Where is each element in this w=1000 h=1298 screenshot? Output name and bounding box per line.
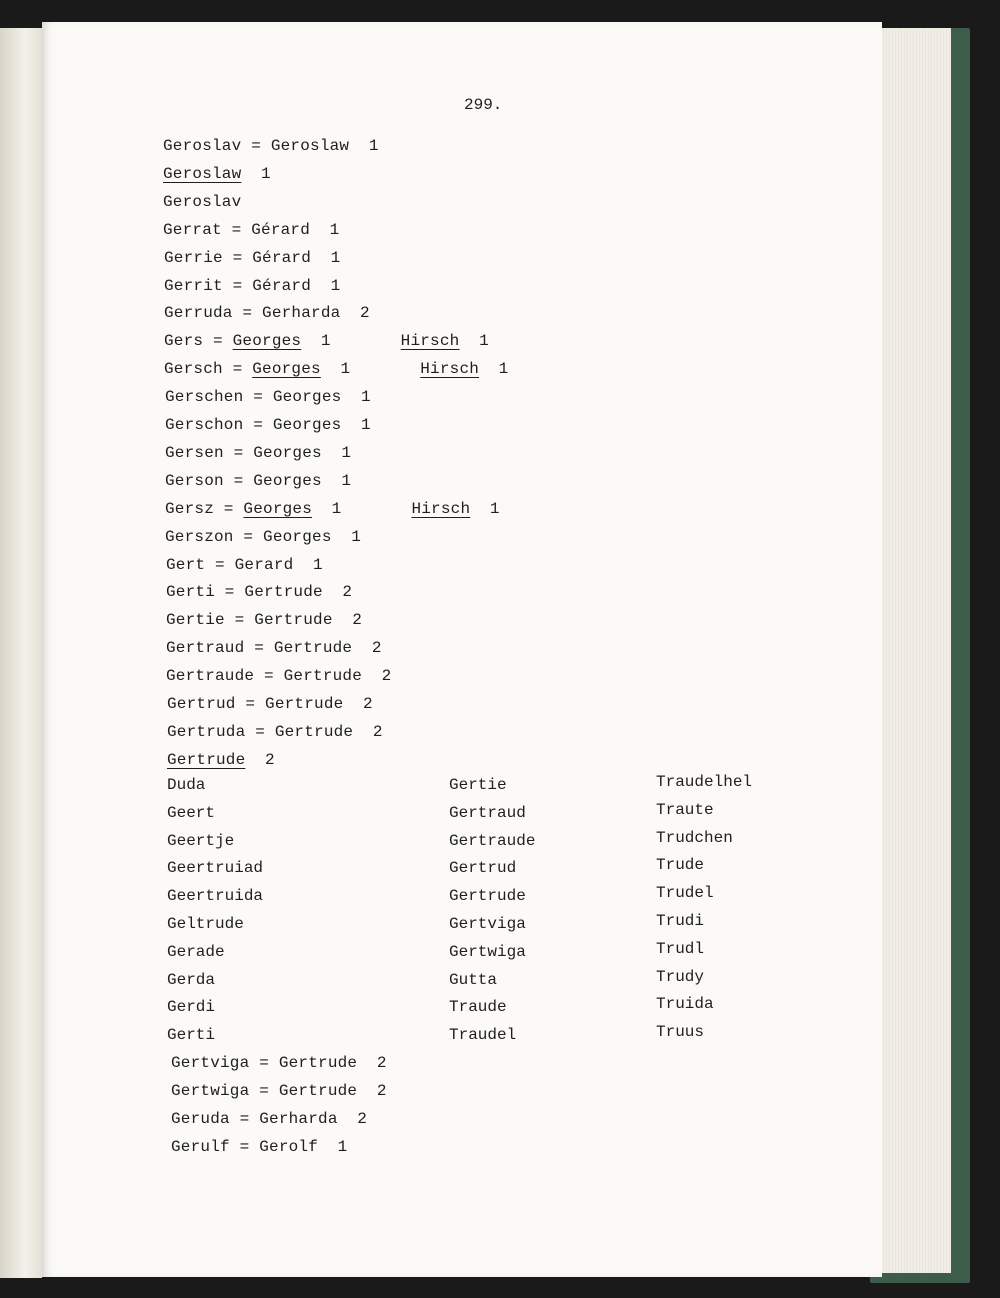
variant-name: Gertraude bbox=[449, 831, 536, 850]
entry-text: Gertraude = Gertrude 2 bbox=[166, 667, 392, 686]
entry-line bbox=[164, 277, 340, 295]
entry-text: 1 bbox=[479, 360, 509, 379]
variant-name: Gertrud bbox=[449, 859, 517, 878]
variant-name: Gertie bbox=[449, 776, 507, 794]
book-page bbox=[42, 22, 882, 1277]
variant-name: Trudel bbox=[656, 884, 714, 903]
variant-name: Gerda bbox=[167, 970, 216, 989]
entry-line bbox=[167, 723, 383, 741]
entry-name-underlined: Hirsch bbox=[411, 499, 471, 518]
entry-text: Geroslav = Geroslaw 1 bbox=[163, 137, 379, 155]
entry-line bbox=[164, 249, 340, 267]
entry-text: Gersch = bbox=[164, 360, 253, 379]
entry-line bbox=[166, 556, 323, 574]
variant-name: Gerade bbox=[167, 942, 225, 961]
entry-line bbox=[167, 695, 373, 713]
entry-name-underlined: Hirsch bbox=[420, 360, 480, 379]
entry-line bbox=[163, 137, 379, 155]
entry-line bbox=[165, 472, 351, 490]
variant-name: Gertraud bbox=[449, 803, 526, 822]
entry-line bbox=[165, 416, 371, 434]
entry-name-underlined: Georges bbox=[243, 499, 313, 518]
variant-name: Geertruiad bbox=[167, 859, 264, 878]
variant-name: Gertrude bbox=[449, 887, 526, 906]
entry-text: Gertie = Gertrude 2 bbox=[166, 611, 363, 630]
variant-name: Traute bbox=[656, 800, 714, 819]
entry-name-underlined: Georges bbox=[232, 332, 302, 351]
page-stack-edges bbox=[878, 28, 951, 1273]
variant-name: Trudy bbox=[656, 967, 705, 986]
variant-name: Traudelhel bbox=[656, 773, 753, 791]
entry-line bbox=[165, 444, 351, 462]
entry-text: Gerschen = Georges 1 bbox=[165, 388, 371, 407]
entry-text: Geroslav bbox=[163, 192, 242, 211]
entry-text: Gersen = Georges 1 bbox=[165, 443, 352, 462]
variant-name: Geertje bbox=[167, 831, 235, 850]
entry-line bbox=[166, 583, 352, 601]
entry-name-underlined: Geroslaw bbox=[163, 164, 242, 183]
entry-line: Geruda = Gerharda 2 bbox=[171, 1110, 368, 1128]
variant-name: Truida bbox=[656, 995, 714, 1014]
entry-text: 1 bbox=[301, 332, 331, 351]
entry-text: Gertraud = Gertrude 2 bbox=[166, 639, 382, 658]
variant-name: Trude bbox=[656, 856, 705, 875]
entry-text: Gert = Gerard 1 bbox=[166, 555, 323, 574]
entry-text: 1 bbox=[241, 164, 271, 183]
variant-name: Gertwiga bbox=[449, 942, 526, 961]
entry-text: Gertrud = Gertrude 2 bbox=[167, 695, 373, 713]
variant-name: Trudl bbox=[656, 939, 705, 958]
entry-name-underlined: Hirsch bbox=[400, 332, 460, 351]
entry-text: Gers = bbox=[164, 332, 233, 351]
left-page-edge bbox=[0, 28, 42, 1278]
page-number: 299. bbox=[464, 96, 503, 114]
entry-line bbox=[164, 304, 370, 322]
variant-name: Trudi bbox=[656, 912, 705, 930]
variant-name: Geert bbox=[167, 803, 216, 822]
entry-text: Gerrit = Gérard 1 bbox=[164, 276, 341, 295]
entry-text: Gersz = bbox=[165, 499, 244, 518]
entry-text: 1 bbox=[312, 499, 342, 518]
entry-text: Gertruda = Gertrude 2 bbox=[167, 722, 383, 741]
entry-text: 2 bbox=[245, 750, 275, 769]
entry-line bbox=[166, 639, 382, 657]
entry-line bbox=[166, 611, 362, 629]
entry-line bbox=[165, 528, 361, 546]
entry-line bbox=[164, 332, 489, 350]
entry-line bbox=[165, 388, 371, 406]
variant-name: Gerti bbox=[167, 1026, 216, 1045]
variant-name: Geertruida bbox=[167, 887, 264, 906]
entry-name-underlined: Georges bbox=[252, 360, 321, 379]
entry-text: Gerrie = Gérard 1 bbox=[164, 248, 341, 267]
entry-name-underlined: Gertrude bbox=[167, 750, 246, 769]
entry-line bbox=[164, 360, 508, 378]
entry-text: 1 bbox=[320, 360, 351, 379]
entry-line: Gerulf = Gerolf 1 bbox=[171, 1138, 348, 1156]
entry-text: Gerson = Georges 1 bbox=[165, 471, 352, 490]
variant-name: Traude bbox=[449, 998, 507, 1017]
variant-name: Gerdi bbox=[167, 998, 216, 1017]
variant-name: Trudchen bbox=[656, 828, 733, 847]
entry-text: 1 bbox=[459, 332, 489, 351]
entry-text: Gerruda = Gerharda 2 bbox=[164, 304, 370, 323]
entry-line: Gertwiga = Gertrude 2 bbox=[171, 1082, 387, 1100]
entry-text: 1 bbox=[470, 499, 500, 518]
entry-line: Gertviga = Gertrude 2 bbox=[171, 1054, 387, 1072]
entry-text: Gerschon = Georges 1 bbox=[165, 416, 371, 434]
variant-name: Traudel bbox=[449, 1026, 517, 1045]
entry-line bbox=[165, 500, 500, 518]
variant-name: Truus bbox=[656, 1023, 705, 1042]
entry-line bbox=[163, 165, 271, 183]
entry-line bbox=[163, 221, 339, 239]
variant-name: Gertviga bbox=[449, 915, 526, 933]
variant-name: Duda bbox=[167, 776, 206, 794]
entry-text: Gerti = Gertrude 2 bbox=[166, 583, 353, 602]
entry-line bbox=[166, 667, 391, 685]
entry-line bbox=[167, 751, 275, 769]
entry-text: Gerszon = Georges 1 bbox=[165, 527, 362, 546]
entry-line bbox=[163, 193, 241, 211]
variant-name: Geltrude bbox=[167, 915, 244, 933]
variant-name: Gutta bbox=[449, 970, 498, 989]
entry-text: Gerrat = Gérard 1 bbox=[163, 220, 340, 239]
